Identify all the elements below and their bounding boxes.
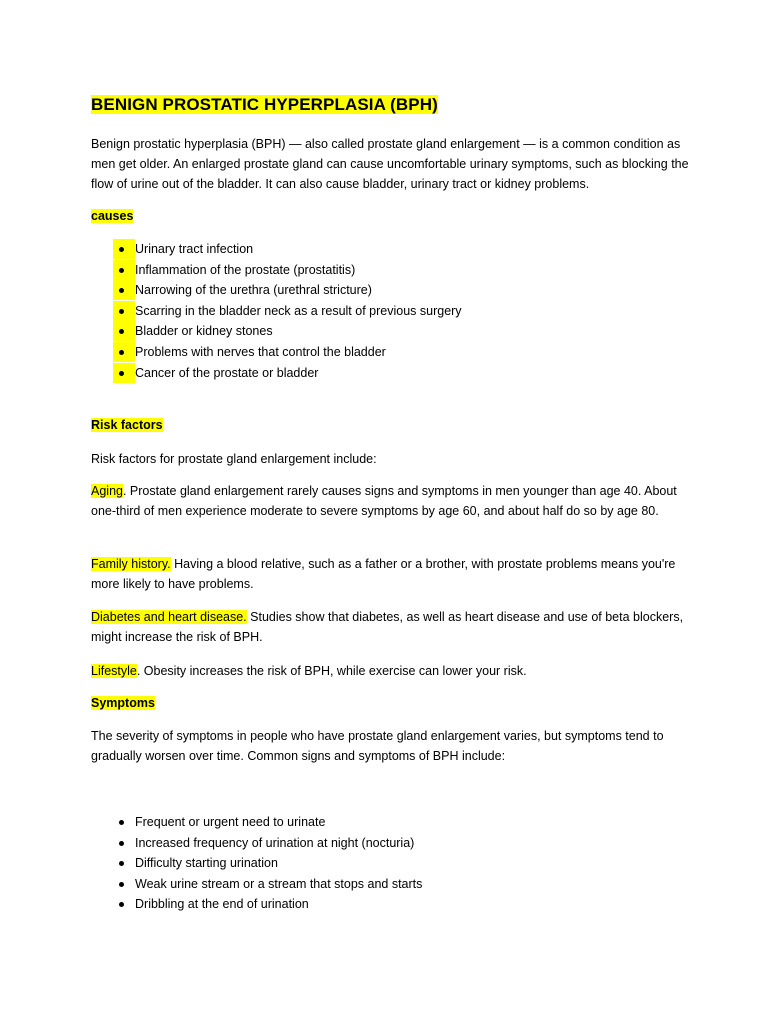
list-item-text: Weak urine stream or a stream that stops and starts bbox=[135, 876, 423, 891]
bullet-icon bbox=[113, 812, 135, 832]
bullet-icon bbox=[113, 260, 135, 280]
symptoms-heading bbox=[91, 693, 155, 713]
list-item-text: Inflammation of the prostate (prostatitis) bbox=[135, 262, 356, 277]
list-item bbox=[113, 833, 673, 854]
list-item-text: Dribbling at the end of urination bbox=[135, 897, 309, 912]
list-item bbox=[113, 874, 673, 895]
risk-factor-lead: Diabetes and heart disease. bbox=[91, 610, 247, 624]
symptoms-heading-text: Symptoms bbox=[91, 696, 155, 710]
bullet-icon bbox=[113, 239, 135, 259]
bullet-icon bbox=[113, 833, 135, 853]
causes-heading-text: causes bbox=[91, 209, 134, 223]
bullet-icon bbox=[113, 342, 135, 362]
bullet-icon bbox=[113, 363, 135, 383]
list-item bbox=[113, 853, 673, 874]
bullet-icon bbox=[113, 301, 135, 321]
risk-factors-heading-text: Risk factors bbox=[91, 418, 163, 432]
list-item bbox=[113, 239, 673, 260]
bullet-icon bbox=[113, 874, 135, 894]
symptoms-list bbox=[113, 812, 673, 915]
document-title bbox=[91, 93, 438, 117]
list-item bbox=[113, 342, 673, 363]
bullet-icon bbox=[113, 853, 135, 873]
list-item bbox=[113, 812, 673, 833]
risk-factor-text: Studies show that diabetes, as well as heart disease and use of beta blockers, might increase the risk of BPH. bbox=[91, 610, 684, 644]
risk-factors-intro: Risk factors for prostate gland enlargement include: bbox=[91, 452, 377, 466]
risk-factor-family-history bbox=[91, 554, 691, 594]
list-item-text: Urinary tract infection bbox=[135, 242, 254, 256]
risk-factor-lead: Family history. bbox=[91, 557, 171, 571]
risk-factors-heading bbox=[91, 415, 163, 435]
bullet-icon bbox=[113, 321, 135, 341]
list-item bbox=[113, 894, 673, 915]
risk-factor-aging bbox=[91, 481, 691, 521]
causes-list bbox=[113, 239, 673, 383]
causes-heading bbox=[91, 206, 133, 226]
risk-factor-lifestyle bbox=[91, 661, 691, 681]
risk-factor-text: . Prostate gland enlargement rarely causes signs and symptoms in men younger than age 40. About one-third of men experience moderate to severe symptoms by age 60, and about half do so by age 80. bbox=[91, 484, 677, 518]
list-item bbox=[113, 321, 673, 342]
risk-factor-diabetes bbox=[91, 607, 691, 647]
risk-factor-lead: Lifestyle bbox=[91, 664, 137, 678]
risk-factor-text: . Obesity increases the risk of BPH, while exercise can lower your risk. bbox=[136, 664, 527, 678]
list-item-text: Narrowing of the urethra (urethral stricture) bbox=[135, 283, 372, 298]
bullet-icon bbox=[113, 894, 135, 914]
list-item-text: Increased frequency of urination at night (nocturia) bbox=[135, 835, 415, 850]
bullet-icon bbox=[113, 280, 135, 300]
symptoms-intro: The severity of symptoms in people who have prostate gland enlargement varies, but symptoms tend to gradually worsen over time. Common signs and symptoms of BPH include: bbox=[91, 729, 664, 763]
title-text: BENIGN PROSTATIC HYPERPLASIA (BPH) bbox=[91, 95, 438, 114]
risk-factor-text: Having a blood relative, such as a father or a brother, with prostate problems means you're more likely to have problems. bbox=[91, 557, 676, 591]
list-item-text: Problems with nerves that control the bladder bbox=[135, 344, 386, 359]
list-item bbox=[113, 363, 673, 384]
list-item-text: Scarring in the bladder neck as a result of previous surgery bbox=[135, 303, 462, 318]
list-item-text: Bladder or kidney stones bbox=[135, 324, 273, 339]
list-item-text: Frequent or urgent need to urinate bbox=[135, 815, 326, 829]
list-item bbox=[113, 301, 673, 322]
list-item bbox=[113, 280, 673, 301]
intro-paragraph: Benign prostatic hyperplasia (BPH) — also called prostate gland enlargement — is a common condition as men get older. An enlarged prostate gland can cause uncomfortable urinary symptoms, such as blocking the flow of urine out of the bladder. It can also cause bladder, urinary tract or kidney problems. bbox=[91, 137, 689, 191]
list-item bbox=[113, 260, 673, 281]
risk-factor-lead: Aging bbox=[91, 484, 123, 498]
list-item-text: Cancer of the prostate or bladder bbox=[135, 365, 319, 380]
list-item-text: Difficulty starting urination bbox=[135, 856, 278, 871]
